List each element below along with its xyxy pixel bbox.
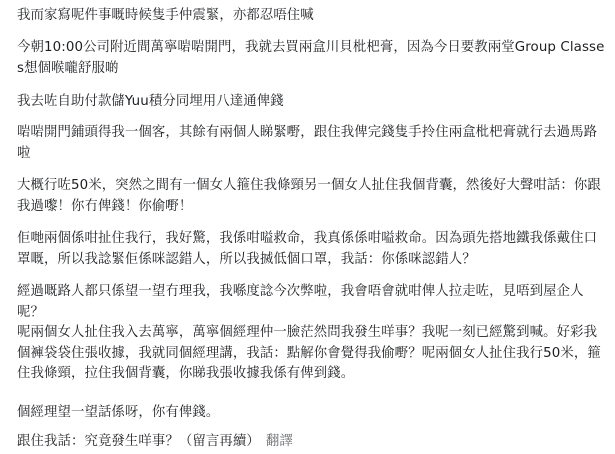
post-paragraph: 經過嘅路人都只係望一望冇理我，我喺度諗今次弊啦，我會唔會就咁俾人拉走咗，見唔到屋企人呢？ (17, 284, 584, 320)
post-paragraph: 大概行咗50米，突然之間有一個女人箍住我條頸另一個女人扯住我個背囊，然後好大聲咁話：你跟我過嚟！你冇俾錢！你偷嘢！ (17, 178, 601, 214)
post-paragraph: 啱啱開門鋪頭得我一個客，其餘有兩個人睇緊嘢，跟住我俾完錢隻手拎住兩盒枇杷膏就行去過馬路啦 (17, 125, 598, 161)
post-last-paragraph (17, 432, 607, 453)
post-paragraph: 呢兩個女人扯住我入去萬寧，萬寧個經理仲一臉茫然問我發生咩事？我呢一刻已經驚到喊。好彩我個褲袋袋住張收據，我就同個經理講，我話：點解你會覺得我偷嘢？呢兩個女人扯住我行50米，箍住我條頸，拉住我個背囊，你睇我張收據我係有俾到錢。 (17, 325, 601, 381)
post-paragraph-text: 跟住我話：究竟發生咩事？（留言再續） (17, 434, 260, 449)
post-paragraph: 今朝10:00公司附近間萬寧啱啱開門，我就去買兩盒川貝枇杷膏，因為今日要教兩堂Group Classes想個喉嚨舒服啲 (17, 40, 605, 76)
post-paragraph: 佢哋兩個係咁扯住我行，我好驚，我係咁嗌救命，我真係係咁嗌救命。因為頭先搭地鐵我係戴住口罩嘅，所以我諗緊佢係咪認錯人，所以我搣低個口罩，我話：你係咪認錯人？ (17, 231, 598, 267)
post-paragraph: 個經理望一望話係呀，你有俾錢。 (17, 405, 220, 420)
post-paragraph: 我而家寫呢件事嘅時候隻手仲震緊，亦都忍唔住喊 (17, 8, 314, 23)
post-paragraph: 我去咗自助付款儲Yuu積分同埋用八達通俾錢 (17, 94, 284, 109)
see-translation-link[interactable]: 翻譯 (265, 434, 293, 449)
